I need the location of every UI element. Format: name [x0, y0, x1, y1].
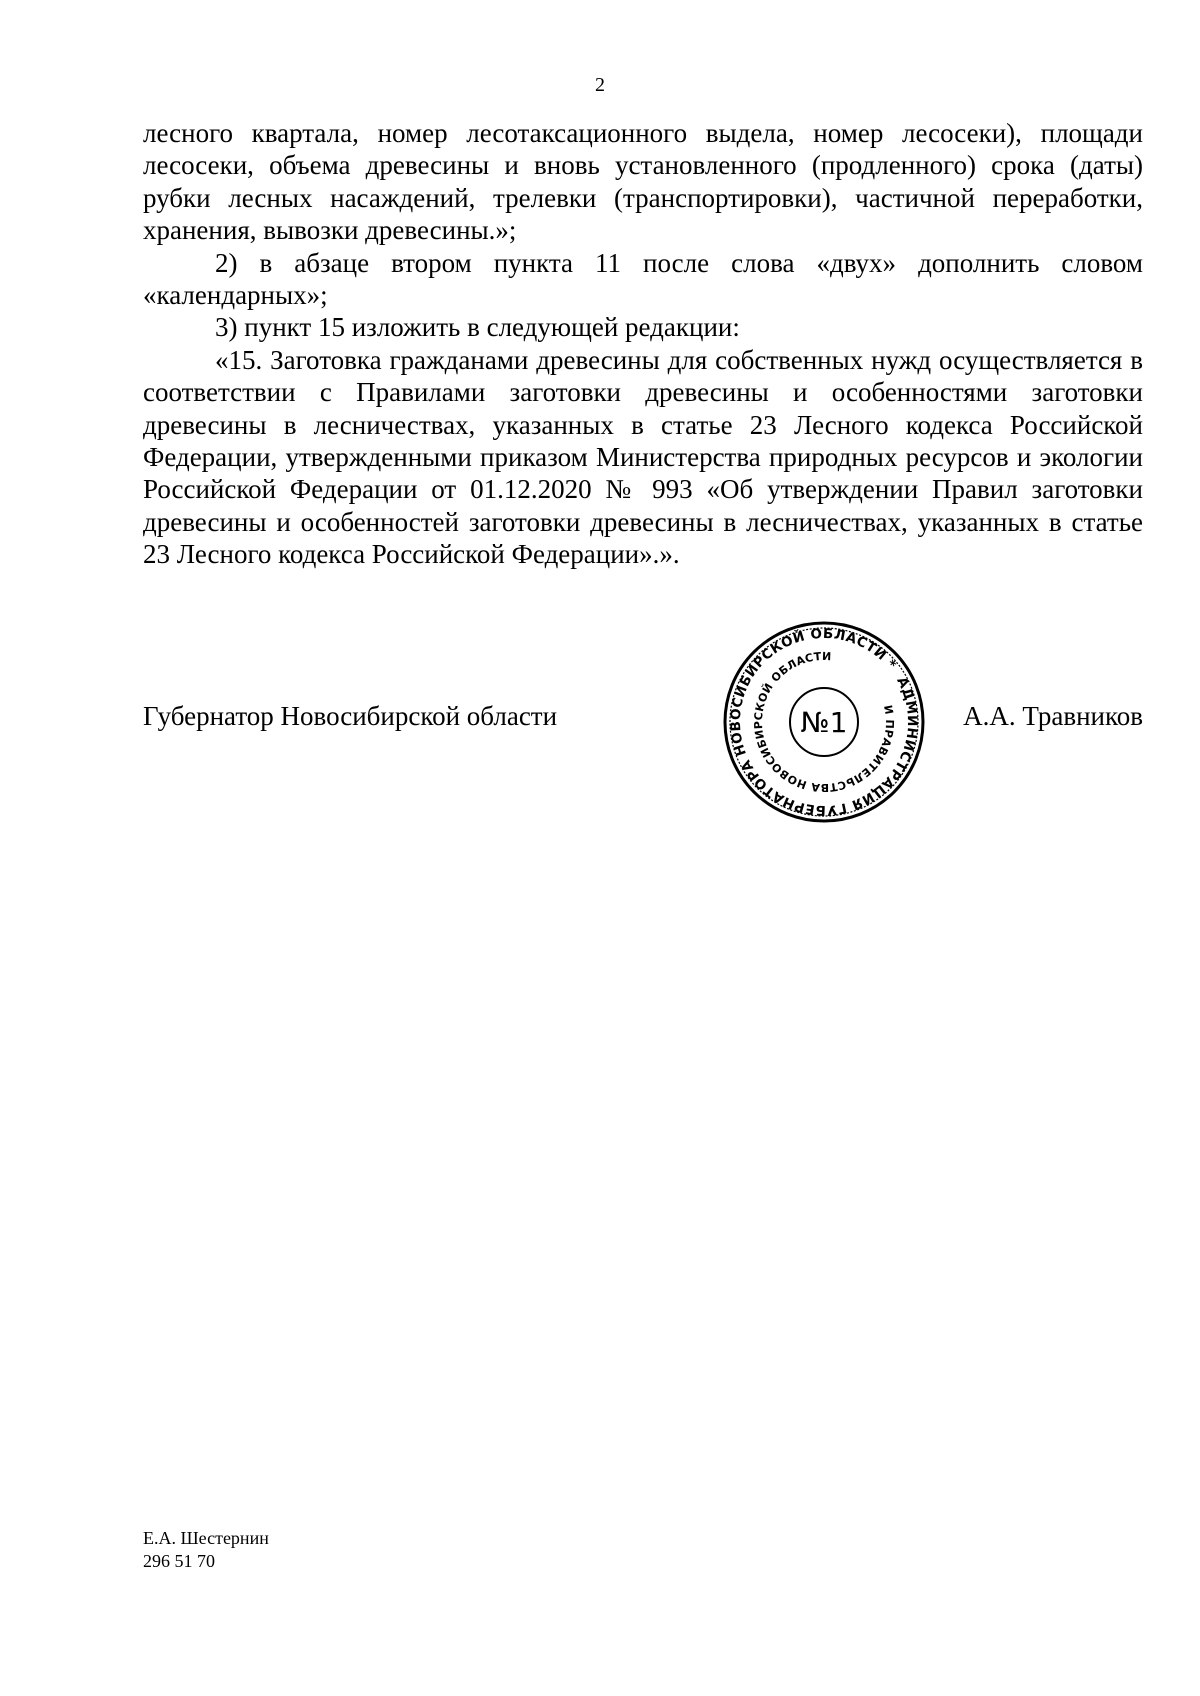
document-body	[143, 117, 1143, 571]
contact-phone: 296 51 70	[143, 1551, 215, 1571]
paragraph-point-15: «15. Заготовка гражданами древесины для собственных нужд осуществляется в соответствии с Правилами заготовки древесины и особенностями заготовки древесины в лесничествах, указанных в статье 23 Лесного кодекса Российской Федерации, утвержденными приказом Министерства природных ресурсов и экологии Российской Федерации от 01.12.2020 № 993 «Об утверждении Правил заготовки древесины и особенностей заготовки древесины в лесничествах, указанных в статье 23 Лесного кодекса Российской Федерации».».	[143, 344, 1143, 570]
page-number: 2	[595, 74, 605, 96]
paragraph-item-2: 2) в абзаце втором пункта 11 после слова «двух» дополнить словом «календарных»;	[143, 247, 1143, 311]
contact-block	[143, 1527, 269, 1573]
stamp-outer-textpath: АДМИНИСТРАЦИЯ ГУБЕРНАТОРА НОВОСИБИРСКОЙ ОБЛАСТИ *	[727, 625, 921, 819]
signature-position: Губернатор Новосибирской области	[143, 701, 558, 731]
stamp-inner-textpath: И ПРАВИТЕЛЬСТВА НОВОСИБИРСКОЙ ОБЛАСТИ	[751, 649, 897, 795]
official-stamp	[722, 620, 926, 824]
paragraph-item-3: 3) пункт 15 изложить в следующей редакции:	[215, 312, 740, 343]
stamp-number: №1	[800, 706, 848, 739]
paragraph-continuation: лесного квартала, номер лесотаксационного выдела, номер лесосеки), площади лесосеки, объема древесины и вновь установленного (продленного) срока (даты) рубки лесных насаждений, трелевки (транспортировки), частичной переработки, хранения, вывозки древесины.»;	[143, 118, 1143, 246]
signature-name: А.А. Травников	[963, 701, 1143, 731]
contact-name: Е.А. Шестернин	[143, 1528, 269, 1548]
